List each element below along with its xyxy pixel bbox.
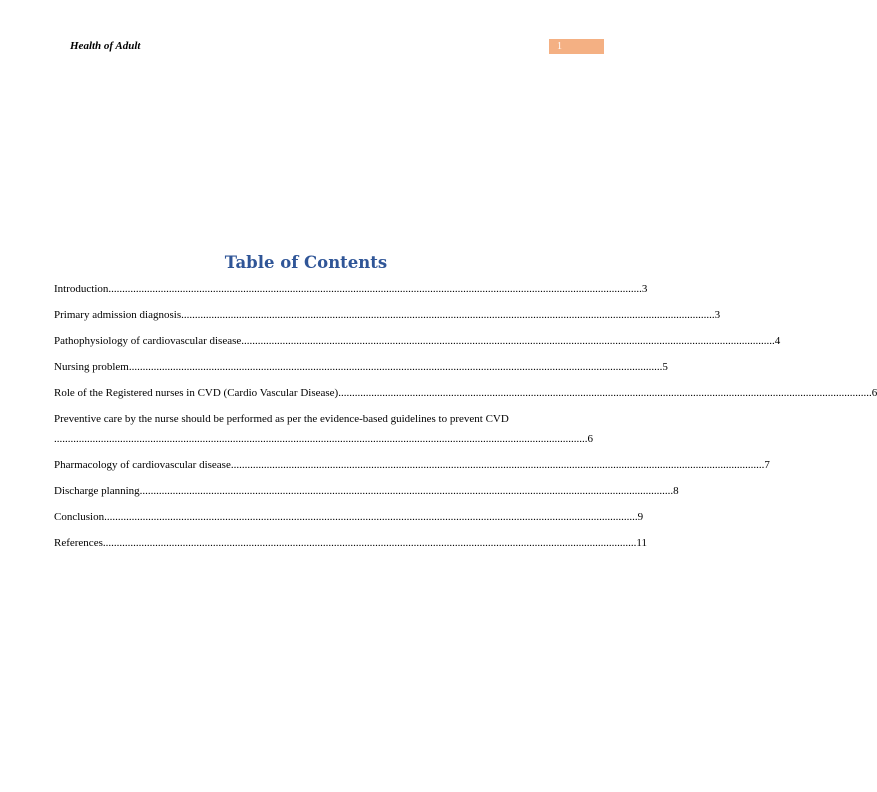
- toc-entry-nursing-problem[interactable]: [54, 360, 668, 374]
- toc-leader: ..................................................................................................................................................................................................: [102, 537, 637, 549]
- toc-leader: ..................................................................................................................................................................................................: [181, 309, 715, 321]
- toc-entry-label: Pharmacology of cardiovascular disease: [54, 459, 231, 471]
- toc-entry-page: 7: [764, 459, 770, 471]
- toc-entry-primary-admission-diagnosis[interactable]: [54, 308, 721, 322]
- toc-entry-label: Pathophysiology of cardiovascular disease: [54, 335, 242, 347]
- toc-entry-page: 4: [774, 335, 781, 347]
- toc-entry-label: Introduction: [54, 283, 109, 295]
- toc-entry-page: 5: [662, 361, 668, 373]
- toc-entry-page: 3: [714, 309, 721, 321]
- toc-entry-label-text: Preventive care by the nurse should be performed as per the evidence-based guidelines to prevent CVD: [54, 413, 509, 425]
- toc-entry-pathophysiology[interactable]: [54, 334, 781, 348]
- toc-entry-label: Conclusion: [54, 511, 105, 523]
- toc-entry-page: 6: [587, 433, 593, 445]
- toc-entry-discharge-planning[interactable]: [54, 484, 679, 498]
- toc-leader: ..................................................................................................................................................................................................: [241, 335, 775, 347]
- toc-leader: ..................................................................................................................................................................................................: [108, 283, 642, 295]
- toc-leader: ..................................................................................................................................................................................................: [139, 485, 674, 497]
- toc-heading: Table of Contents: [224, 253, 388, 272]
- page-number-badge: 1: [549, 39, 604, 54]
- toc-leader: ..................................................................................................................................................................................................: [230, 459, 765, 471]
- toc-entry-label: Primary admission diagnosis: [54, 309, 182, 321]
- toc-leader: ..................................................................................................................................................................................................: [128, 361, 663, 373]
- toc-entry-page: 3: [641, 283, 648, 295]
- toc-entry-pharmacology[interactable]: [54, 458, 770, 472]
- toc-entry-label: References: [54, 537, 103, 549]
- toc-entry-label: Nursing problem: [54, 361, 129, 373]
- toc-entry-label: Role of the Registered nurses in CVD (Cardio Vascular Disease): [54, 387, 339, 399]
- toc-entry-label: [54, 412, 558, 426]
- toc-entry-role-of-nurses[interactable]: [54, 386, 877, 400]
- header-title: Health of Adult: [70, 40, 141, 52]
- toc-leader: ..................................................................................................................................................................................................: [104, 511, 638, 523]
- toc-entry-preventive-care[interactable]: [54, 412, 593, 446]
- toc-entry-conclusion[interactable]: [54, 510, 644, 524]
- toc-entry-introduction[interactable]: [54, 282, 648, 296]
- toc-entry-page: 6: [871, 387, 877, 399]
- toc-leader: ..................................................................................................................................................................................................: [54, 433, 588, 445]
- toc-entry-page: 8: [673, 485, 679, 497]
- toc-entry-references[interactable]: [54, 536, 647, 550]
- toc-entry-label: Discharge planning: [54, 485, 140, 497]
- toc-entry-page: 9: [637, 511, 644, 523]
- toc-list: [54, 282, 877, 562]
- toc-entry-page: 11: [636, 537, 647, 549]
- toc-leader: ..................................................................................................................................................................................................: [338, 387, 872, 399]
